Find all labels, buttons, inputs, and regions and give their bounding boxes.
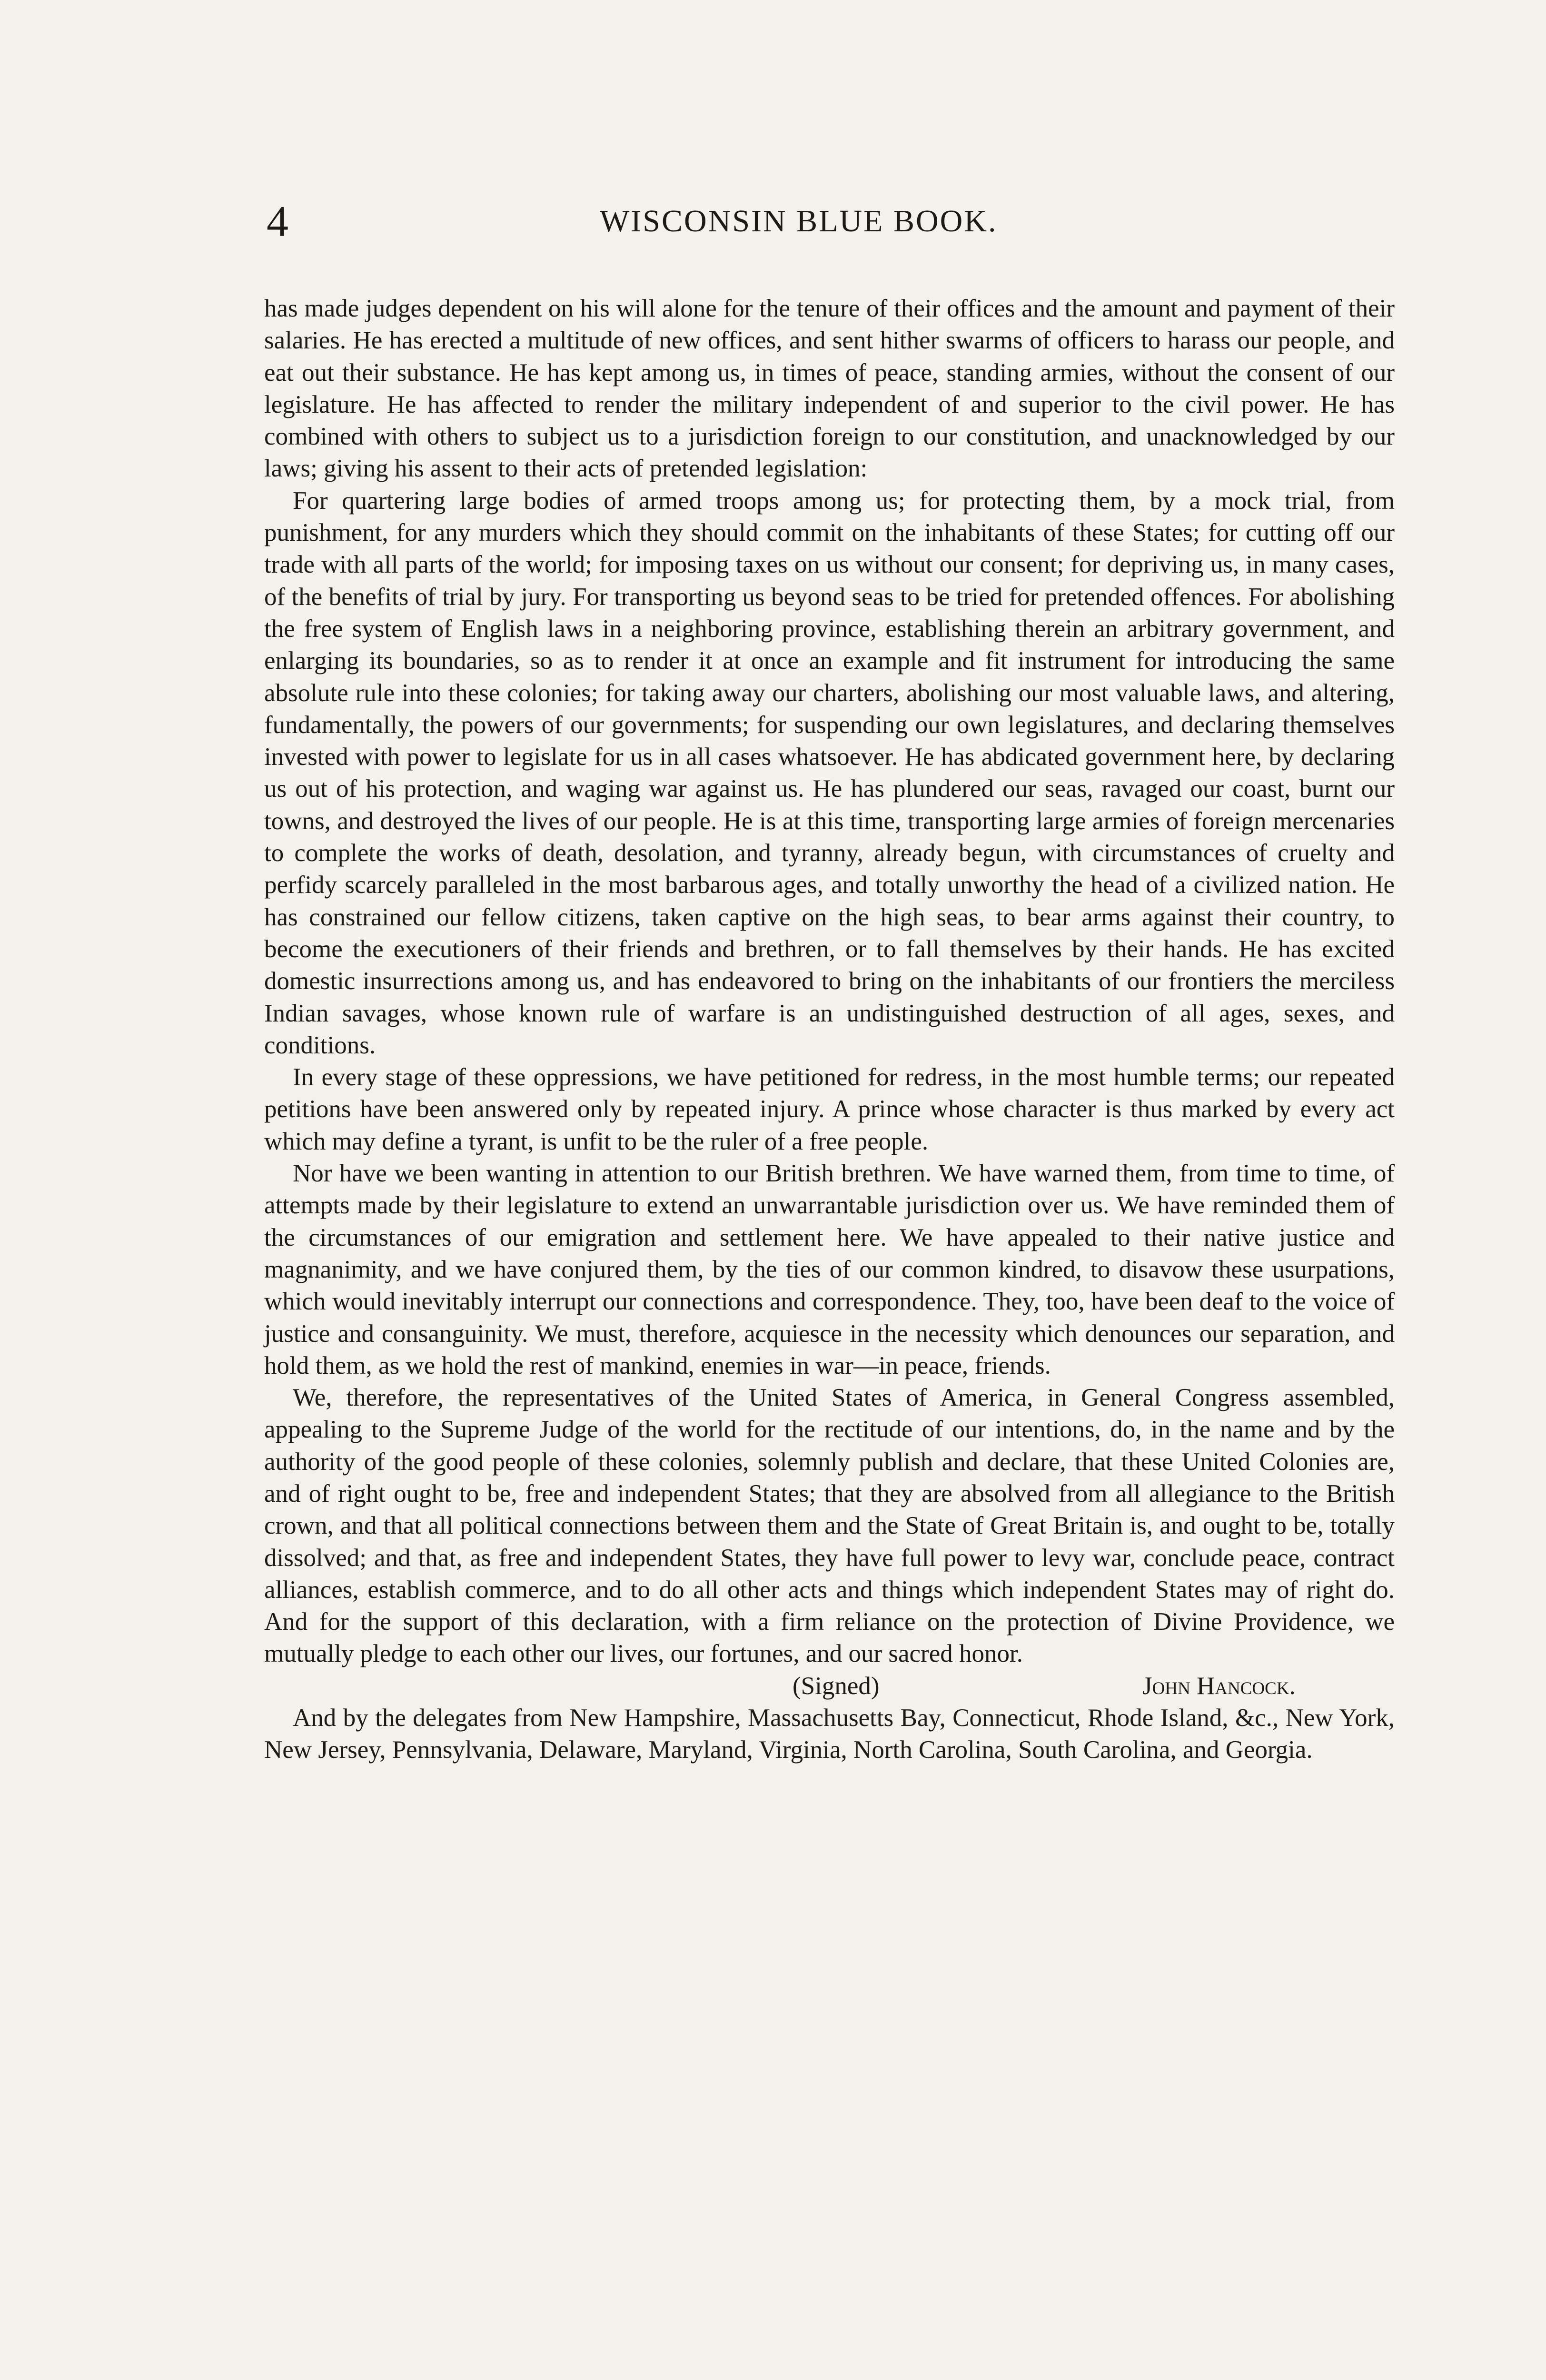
signer-name: John Hancock. [1142, 1672, 1296, 1700]
page-number: 4 [267, 197, 288, 246]
paragraph: For quartering large bodies of armed troops among us; for protecting them, by a mock trial, from punishment, for any murders which they should commit on the inhabitants of these States; for cutting off our trade with all parts of the world; for imposing taxes on us without our consent; for depriving us, in many cases, of the benefits of trial by jury. For transporting us beyond seas to be tried for pretended offences. For abolishing the free system of English laws in a neighboring province, establishing therein an arbitrary government, and enlarging its boundaries, so as to render it at once an example and fit instrument for introducing the same absolute rule into these colonies; for taking away our charters, abolishing our most valuable laws, and altering, fundamentally, the powers of our governments; for suspending our own legislatures, and declaring themselves invested with power to legislate for us in all cases whatsoever. He has abdicated government here, by declaring us out of his protection, and waging war against us. He has plundered our seas, ravaged our coast, burnt our towns, and destroyed the lives of our people. He is at this time, transporting large armies of foreign mercenaries to complete the works of death, desolation, and tyranny, already begun, with circumstances of cruelty and perfidy scarcely paralleled in the most barbarous ages, and totally unworthy the head of a civilized nation. He has constrained our fellow citizens, taken captive on the high seas, to bear arms against their country, to become the executioners of their friends and brethren, or to fall themselves by their hands. He has excited domestic insurrections among us, and has endeavored to bring on the inhabitants of our frontiers the merciless Indian savages, whose known rule of warfare is an undistinguished destruction of all ages, sexes, and conditions. [264, 486, 1395, 1059]
paragraph: Nor have we been wanting in attention to our British brethren. We have warned them, from time to time, of attempts made by their legislature to extend an unwarrantable jurisdiction over us. We have reminded them of the circumstances of our emigration and settlement here. We have appealed to their native justice and magnanimity, and we have conjured them, by the ties of our common kindred, to disavow these usurpations, which would inevitably interrupt our connections and correspondence. They, too, have been deaf to the voice of justice and consanguinity. We must, therefore, acquiesce in the necessity which denounces our separation, and hold them, as we hold the rest of mankind, enemies in war—in peace, friends. [264, 1160, 1395, 1379]
page-header [267, 193, 1395, 250]
paragraph: has made judges dependent on his will alone for the tenure of their offices and the amount and payment of their salaries. He has erected a multitude of new offices, and sent hither swarms of officers to harass our people, and eat out their substance. He has kept among us, in times of peace, standing armies, without the consent of our legislature. He has affected to render the military independent of and superior to the civil power. He has combined with others to subject us to a jurisdiction foreign to our constitution, and unacknowledged by our laws; giving his assent to their acts of pretended legislation: [264, 295, 1395, 483]
running-head: WISCONSIN BLUE BOOK. [600, 204, 998, 238]
document-body [264, 293, 1395, 1766]
paragraph: In every stage of these oppressions, we have petitioned for redress, in the most humble terms; our repeated petitions have been answered only by repeated injury. A prince whose character is thus marked by every act which may define a tyrant, is unfit to be the ruler of a free people. [264, 1063, 1395, 1155]
closing-paragraph: And by the delegates from New Hampshire, Massachusetts Bay, Connecticut, Rhode Island, &c., New York, New Jersey, Pennsylvania, Delaware, Maryland, Virginia, North Carolina, South Carolina, and Georgia. [264, 1704, 1395, 1764]
signed-label: (Signed) [793, 1672, 880, 1700]
signature-line [264, 1670, 1395, 1702]
paragraph: We, therefore, the representatives of the United States of America, in General Congress assembled, appealing to the Supreme Judge of the world for the rectitude of our intentions, do, in the name and by the authority of the good people of these colonies, solemnly publish and declare, that these United Colonies are, and of right ought to be, free and independent States; that they are absolved from all allegiance to the British crown, and that all political connections between them and the State of Great Britain is, and ought to be, totally dissolved; and that, as free and independent States, they have full power to levy war, conclude peace, contract alliances, establish commerce, and to do all other acts and things which independent States may of right do. And for the support of this declaration, with a firm reliance on the protection of Divine Providence, we mutually pledge to each other our lives, our fortunes, and our sacred honor. [264, 1384, 1395, 1668]
